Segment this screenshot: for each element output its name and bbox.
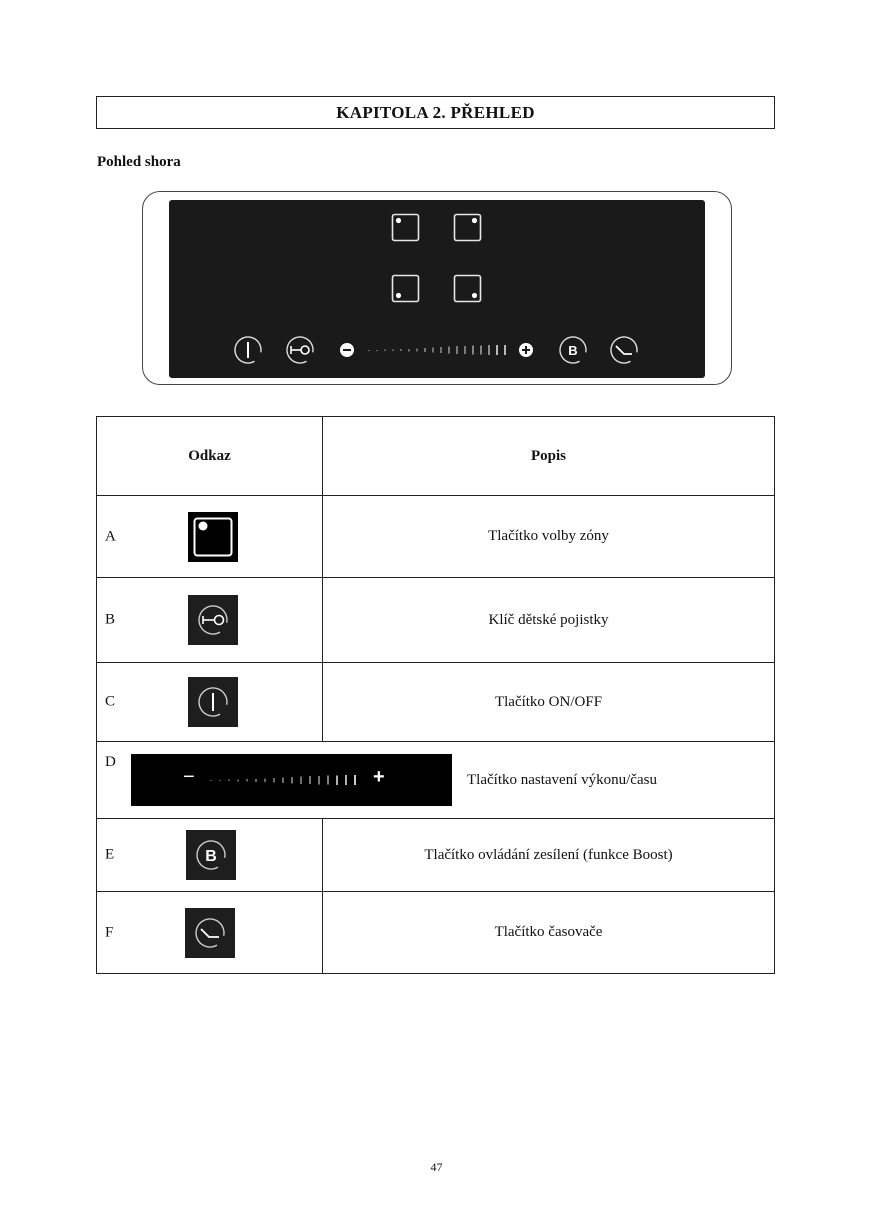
control-panel-drawing: [169, 200, 705, 378]
child-lock-key-icon[interactable]: [282, 332, 318, 368]
zone-button-front-left[interactable]: [393, 215, 419, 241]
zone-button-rear-left[interactable]: [393, 276, 419, 302]
power-slider[interactable]: [369, 345, 505, 355]
row-description: Tlačítko volby zóny: [323, 496, 775, 578]
table-row: [97, 742, 775, 819]
timer-icon[interactable]: [606, 332, 642, 368]
cooktop-control-panel: [169, 200, 705, 378]
row-description: Klíč dětské pojistky: [323, 578, 775, 663]
plus-icon: +: [373, 766, 385, 788]
table-row: [97, 578, 775, 663]
minus-icon[interactable]: [340, 343, 354, 357]
row-description: Tlačítko ovládání zesílení (funkce Boost): [323, 819, 775, 892]
row-ref-letter: F: [105, 924, 114, 940]
row-description: Tlačítko nastavení výkonu/času: [467, 772, 657, 788]
zone-button-rear-right[interactable]: [455, 276, 481, 302]
header-popis: Popis: [323, 417, 775, 496]
power-icon: [188, 677, 238, 727]
table-header-row: [97, 417, 775, 496]
row-ref-letter: C: [105, 693, 116, 710]
table-row: [97, 819, 775, 892]
child-lock-key-icon: [188, 595, 238, 645]
power-slider-icon: [131, 754, 452, 806]
power-icon[interactable]: [230, 332, 266, 368]
reference-table: [96, 416, 775, 974]
zone-button-front-right[interactable]: [455, 215, 481, 241]
row-ref-letter: D: [105, 754, 116, 770]
plus-icon[interactable]: [519, 343, 533, 357]
table-row: [97, 496, 775, 578]
row-ref-letter: A: [105, 528, 116, 544]
row-description: Tlačítko ON/OFF: [323, 663, 775, 742]
row-description: Tlačítko časovače: [323, 892, 775, 974]
row-ref-letter: B: [105, 611, 116, 628]
zone-select-icon: [188, 512, 238, 562]
boost-letter: B: [205, 848, 217, 865]
header-odkaz: Odkaz: [97, 417, 323, 496]
boost-letter: B: [568, 343, 578, 358]
section-title: Pohled shora: [97, 154, 181, 170]
minus-icon: −: [183, 766, 195, 788]
timer-icon: [185, 908, 235, 958]
row-ref-letter: E: [105, 846, 115, 863]
table-row: [97, 663, 775, 742]
chapter-title: KAPITOLA 2. PŘEHLED: [96, 96, 775, 129]
boost-icon: [186, 830, 236, 880]
page-number: 47: [430, 1160, 443, 1174]
boost-icon[interactable]: [555, 332, 591, 368]
table-row: [97, 892, 775, 974]
